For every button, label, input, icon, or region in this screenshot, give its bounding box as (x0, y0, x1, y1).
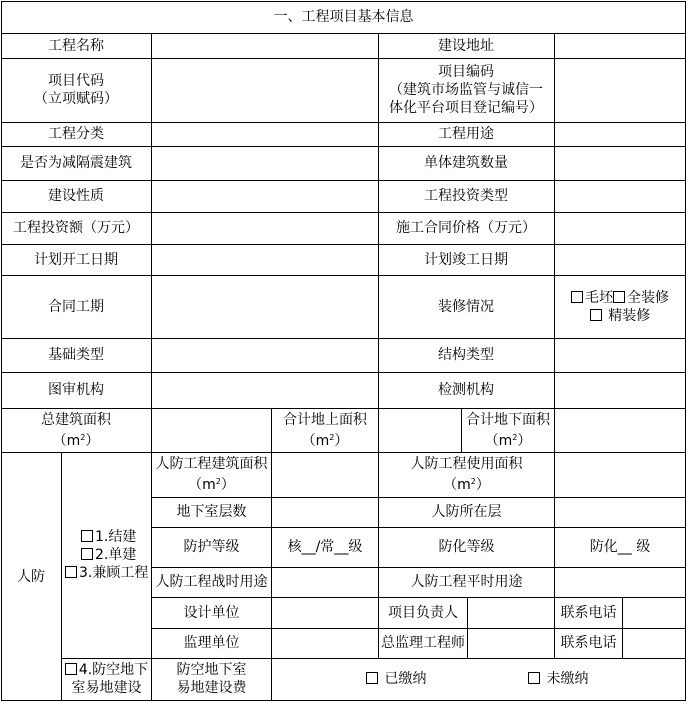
project-code-field[interactable] (152, 58, 378, 122)
above-area-text: 合计地上面积 (283, 411, 367, 428)
opt4-row2: 室易地建设 (71, 680, 142, 696)
investment-type-field[interactable] (555, 180, 685, 212)
planned-start-field[interactable] (152, 244, 378, 275)
peacetime-use-label: 人防工程平时用途 (410, 574, 523, 590)
investment-type-label: 工程投资类型 (424, 188, 508, 204)
contract-price-field[interactable] (555, 212, 685, 244)
building-count-field[interactable] (555, 146, 685, 180)
floor-located-field[interactable] (555, 497, 685, 527)
chief-engineer-field[interactable] (468, 628, 554, 658)
opt2-label: 2.单建 (95, 547, 137, 563)
cd-use-area-field[interactable] (555, 452, 685, 497)
basement-floors-label: 地下室层数 (176, 504, 247, 520)
unit-sup: 2 (512, 432, 518, 442)
paid-option (366, 670, 426, 688)
supervision-unit-label: 监理单位 (183, 635, 240, 651)
seismic-field[interactable] (152, 146, 378, 180)
opt3-row (65, 564, 148, 582)
total-area-text: 总建筑面积 (41, 411, 111, 428)
decoration-row1 (571, 289, 669, 307)
unit-text: （m (484, 432, 513, 449)
opt1-row (65, 528, 136, 546)
nature-field[interactable] (152, 180, 378, 212)
project-number-line1: 项目编码 (438, 64, 494, 80)
decoration-label: 装修情况 (438, 298, 494, 315)
investment-amount-label: 工程投资额（万元） (13, 220, 139, 236)
opt4-row1 (65, 661, 148, 679)
opt2-row (65, 546, 136, 564)
paid-label: 已缴纳 (384, 671, 427, 687)
unpaid-option (528, 670, 588, 688)
unit-end: ） (475, 477, 490, 493)
project-number-field[interactable] (555, 58, 685, 122)
cd-build-area-field[interactable] (272, 452, 378, 497)
unit-text: （m (188, 477, 216, 493)
rough-checkbox[interactable] (571, 291, 583, 303)
opt1-checkbox[interactable] (81, 530, 93, 542)
project-name-field[interactable] (152, 33, 378, 58)
fine-checkbox[interactable] (590, 309, 602, 321)
fee-label-2: 易地建设费 (176, 680, 247, 696)
project-code-line1: 项目代码 (48, 73, 104, 89)
fine-label: 精装修 (608, 307, 651, 324)
below-area-unit (485, 429, 532, 450)
peacetime-use-field[interactable] (555, 567, 685, 597)
decoration-options (555, 275, 685, 338)
project-number-label (378, 58, 554, 122)
unit-sup: 2 (470, 477, 476, 486)
cd-build-area-unit (188, 473, 235, 494)
unit-end: ） (334, 432, 349, 449)
form-title: 一、工程项目基本信息 (273, 9, 414, 25)
category-label: 工程分类 (48, 126, 104, 142)
full-label: 全装修 (627, 289, 669, 306)
foundation-field[interactable] (152, 338, 378, 372)
unit-text: （m (52, 432, 81, 449)
project-leader-field[interactable] (468, 597, 554, 628)
fee-options (272, 658, 685, 700)
planned-finish-field[interactable] (555, 244, 685, 275)
contract-period-label: 合同工期 (48, 298, 104, 315)
below-area-label (462, 408, 554, 452)
full-checkbox[interactable] (613, 291, 625, 303)
total-area-label (1, 408, 151, 452)
structure-field[interactable] (555, 338, 685, 372)
build-address-label: 建设地址 (438, 37, 494, 54)
project-number-line2: （建筑市场监管与诚信一 (389, 82, 543, 98)
testing-org-field[interactable] (555, 372, 685, 408)
opt3-label: 3.兼顾工程 (79, 565, 149, 581)
building-count-label: 单体建筑数量 (424, 155, 508, 171)
structure-label: 结构类型 (438, 347, 494, 363)
opt4-checkbox[interactable] (65, 663, 77, 675)
foundation-label: 基础类型 (48, 347, 104, 363)
investment-amount-field[interactable] (152, 212, 378, 244)
project-code-line2: （立项赋码） (34, 91, 118, 107)
unpaid-label: 未缴纳 (546, 671, 589, 687)
cd-use-area-text: 人防工程使用面积 (410, 456, 523, 472)
project-code-label (1, 58, 151, 122)
below-area-text: 合计地下面积 (466, 411, 550, 428)
review-org-field[interactable] (152, 372, 378, 408)
total-area-unit (53, 429, 100, 450)
usage-label: 工程用途 (438, 126, 494, 142)
fee-label (152, 658, 271, 700)
fee-label-1: 防空地下室 (176, 662, 247, 678)
opt2-checkbox[interactable] (81, 548, 93, 560)
opt3-checkbox[interactable] (65, 566, 77, 578)
cd-build-area-label (152, 452, 271, 497)
chief-engineer-label: 总监理工程师 (381, 635, 465, 651)
wartime-use-label: 人防工程战时用途 (155, 574, 268, 590)
design-unit-field[interactable] (272, 597, 378, 628)
total-area-field[interactable] (152, 408, 271, 452)
civil-defense-label: 人防 (17, 568, 45, 585)
protection-grade-label: 防护等级 (183, 539, 240, 555)
opt4-label-1: 4.防空地下 (78, 662, 149, 678)
cd-use-area-unit (443, 473, 490, 494)
above-area-field[interactable] (379, 408, 461, 452)
above-area-unit (302, 429, 349, 450)
project-number-line3: 体化平台项目登记编号） (389, 100, 543, 116)
unit-text: （m (301, 432, 330, 449)
unit-text: （m (443, 477, 471, 493)
chem-grade-label: 防化等级 (438, 539, 495, 555)
unpaid-checkbox[interactable] (528, 672, 540, 684)
unit-sup: 2 (215, 477, 221, 486)
border-right (685, 1, 686, 701)
contact-phone-label-1: 联系电话 (560, 604, 617, 621)
supervision-unit-field[interactable] (272, 628, 378, 658)
seismic-label: 是否为减隔震建筑 (20, 155, 132, 171)
basement-floors-field[interactable] (272, 497, 378, 527)
contact-phone-label-2: 联系电话 (560, 635, 617, 651)
unit-sup: 2 (80, 432, 86, 442)
protection-grade-value[interactable]: 核__/常__级 (287, 539, 363, 555)
project-leader-label: 项目负责人 (388, 604, 458, 621)
unit-end: ） (220, 477, 235, 493)
decoration-row2 (590, 307, 650, 325)
review-org-label: 图审机构 (48, 382, 104, 398)
opt1-label: 1.结建 (95, 529, 137, 545)
wartime-use-field[interactable] (272, 567, 378, 597)
above-area-label (272, 408, 378, 452)
project-name-label: 工程名称 (48, 37, 104, 54)
floor-located-label: 人防所在层 (431, 504, 502, 520)
testing-org-label: 检测机构 (438, 382, 494, 398)
below-area-field[interactable] (555, 408, 685, 452)
nature-label: 建设性质 (48, 188, 104, 204)
contact-phone-field-2[interactable] (623, 628, 685, 658)
cd-use-area-label (379, 452, 554, 497)
unit-end: ） (517, 432, 532, 449)
rough-label: 毛坯 (585, 289, 613, 306)
opt4-cell (62, 658, 151, 700)
planned-start-label: 计划开工日期 (34, 251, 118, 268)
usage-field[interactable] (555, 122, 685, 146)
civil-defense-types (62, 452, 151, 658)
design-unit-label: 设计单位 (183, 604, 240, 621)
contact-phone-field-1[interactable] (623, 597, 685, 628)
planned-finish-label: 计划竣工日期 (424, 251, 508, 268)
chem-grade-value[interactable]: 防化__ 级 (589, 539, 651, 555)
contract-period-field[interactable] (152, 275, 378, 338)
cd-build-area-text: 人防工程建筑面积 (155, 456, 268, 472)
contract-price-label: 施工合同价格（万元） (396, 220, 536, 236)
unit-end: ） (85, 432, 100, 449)
border-bottom (1, 700, 686, 701)
category-field[interactable] (152, 122, 378, 146)
unit-sup: 2 (329, 432, 335, 442)
paid-checkbox[interactable] (366, 672, 378, 684)
build-address-field[interactable] (555, 33, 685, 58)
